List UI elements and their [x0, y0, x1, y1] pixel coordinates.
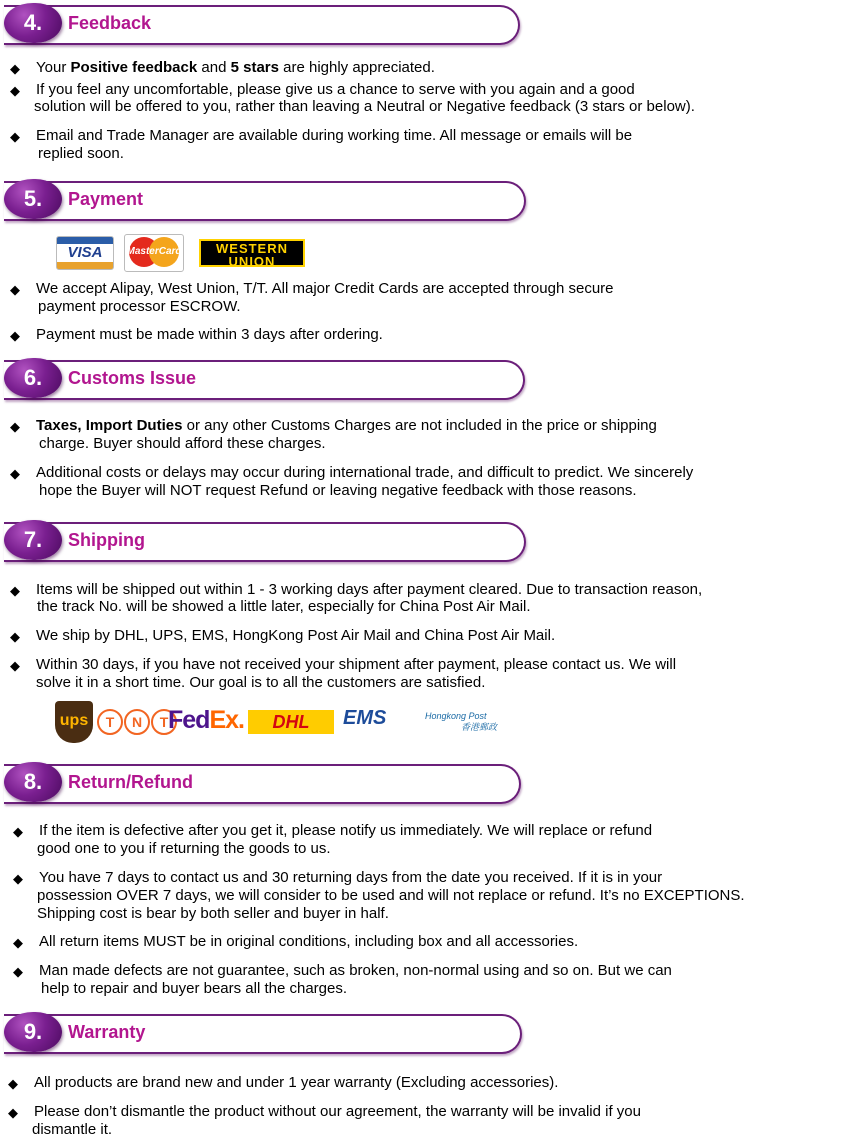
hongkong-post-logo: Hongkong Post 香港郵政 [425, 711, 498, 732]
section-number: 9. [4, 1012, 62, 1052]
customs-header [4, 358, 525, 400]
diamond-bullet-icon: ◆ [10, 658, 20, 673]
diamond-bullet-icon: ◆ [13, 964, 23, 979]
fedex-logo: FedEx. [168, 706, 244, 734]
diamond-bullet-icon: ◆ [10, 419, 20, 434]
diamond-bullet-icon: ◆ [10, 129, 20, 144]
section-number: 6. [4, 358, 62, 398]
section-number: 4. [4, 3, 62, 43]
diamond-bullet-icon: ◆ [10, 61, 20, 76]
section-title: Return/Refund [68, 772, 193, 792]
diamond-bullet-icon: ◆ [10, 583, 20, 598]
diamond-bullet-icon: ◆ [10, 466, 20, 481]
ups-logo: ups [55, 701, 93, 743]
diamond-bullet-icon: ◆ [13, 824, 23, 839]
section-title: Feedback [68, 13, 152, 33]
diamond-bullet-icon: ◆ [8, 1105, 18, 1120]
payment-header [4, 179, 526, 221]
mastercard-logo: MasterCard [124, 234, 184, 272]
shipping-header [4, 520, 526, 562]
section-number: 7. [4, 520, 62, 560]
diamond-bullet-icon: ◆ [10, 282, 20, 297]
diamond-bullet-icon: ◆ [13, 935, 23, 950]
section-number: 8. [4, 762, 62, 802]
feedback-header [4, 3, 520, 45]
section-title: Shipping [68, 530, 145, 550]
western-union-logo: WESTERN UNION [199, 239, 305, 267]
section-title: Customs Issue [68, 368, 197, 388]
diamond-bullet-icon: ◆ [10, 328, 20, 343]
diamond-bullet-icon: ◆ [13, 871, 23, 886]
diamond-bullet-icon: ◆ [8, 1076, 18, 1091]
diamond-bullet-icon: ◆ [10, 629, 20, 644]
section-title: Payment [68, 189, 144, 209]
diamond-bullet-icon: ◆ [10, 83, 20, 98]
dhl-logo: DHL [248, 710, 334, 734]
section-number: 5. [4, 179, 62, 219]
section-title: Warranty [68, 1022, 146, 1042]
visa-logo: VISA [56, 236, 114, 270]
tnt-logo: T N T [97, 709, 178, 735]
warranty-header [4, 1012, 522, 1054]
ems-logo: EMS [343, 707, 387, 729]
refund-header [4, 762, 521, 804]
